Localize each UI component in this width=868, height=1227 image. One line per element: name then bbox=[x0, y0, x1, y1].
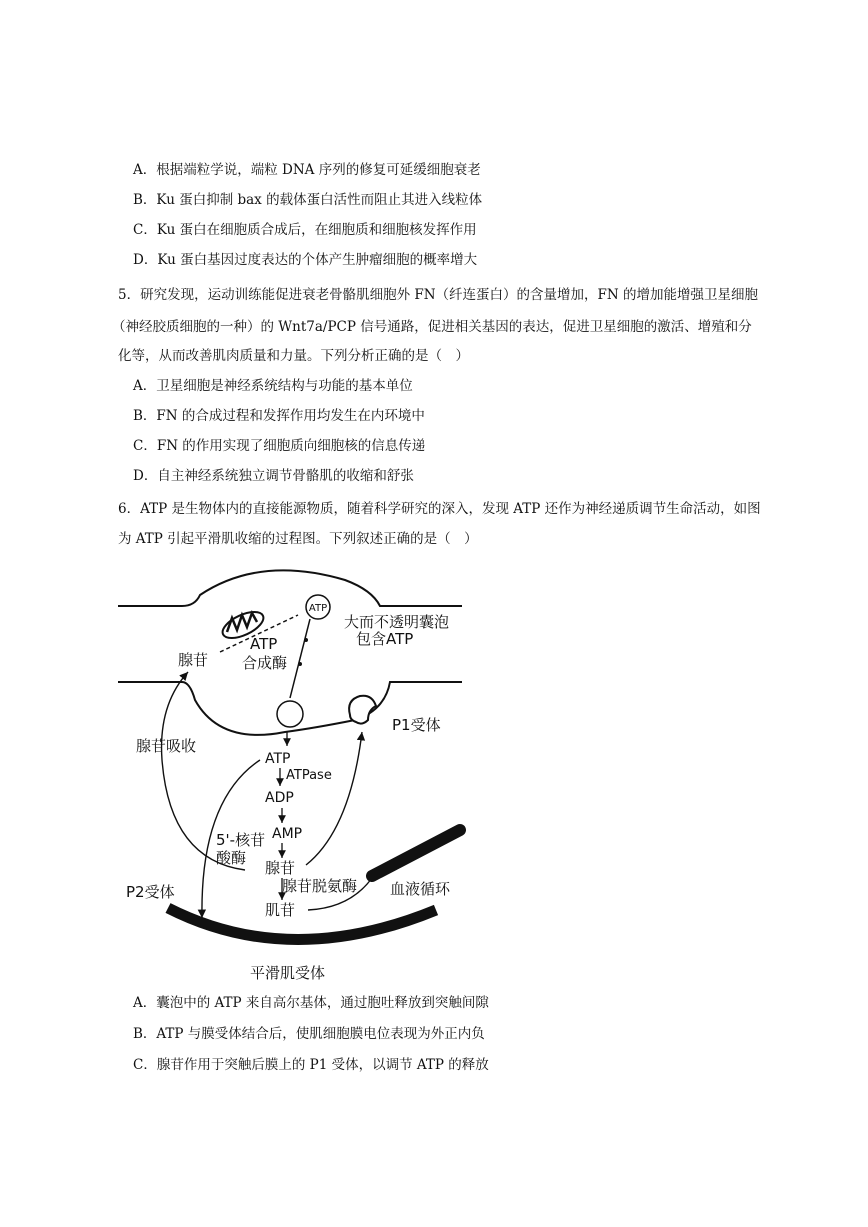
q5-option-d: D．自主神经系统独立调节骨骼肌的收缩和舒张 bbox=[133, 468, 414, 484]
vesicle-label-2: 包含ATP bbox=[356, 630, 414, 648]
atpase-label: ATPase bbox=[286, 768, 332, 783]
blood-vessel bbox=[372, 830, 460, 876]
synthase-label-1: ATP bbox=[250, 635, 278, 653]
q4-option-d: D．Ku 蛋白基因过度表达的个体产生肿瘤细胞的概率增大 bbox=[133, 252, 478, 268]
q5-stem-line-3: 化等，从而改善肌肉质量和力量。下列分析正确的是（ ） bbox=[118, 348, 469, 364]
chain-atp-label: ATP bbox=[265, 751, 291, 767]
q4-option-b: B．Ku 蛋白抑制 bax 的载体蛋白活性而阻止其进入线粒体 bbox=[133, 192, 483, 208]
q4-option-a: A．根据端粒学说，端粒 DNA 序列的修复可延缓细胞衰老 bbox=[133, 162, 481, 178]
synthase-label-2: 合成酶 bbox=[242, 654, 288, 672]
inosine-label: 肌苷 bbox=[265, 901, 296, 919]
q5-option-b: B．FN 的合成过程和发挥作用均发生在内环境中 bbox=[133, 408, 425, 424]
p1-receptor-label: P1受体 bbox=[392, 716, 441, 734]
smooth-muscle-label: 平滑肌受体 bbox=[250, 964, 326, 982]
blood-label: 血液循环 bbox=[390, 880, 451, 898]
q6-option-a: A．囊泡中的 ATP 来自高尔基体，通过胞吐释放到突触间隙 bbox=[133, 995, 489, 1011]
adp-label: ADP bbox=[265, 790, 294, 806]
q5-stem-line-2: （神经胶质细胞的一种）的 Wnt7a/PCP 信号通路，促进相关基因的表达，促进卫星细胞的激活、增殖和分 bbox=[112, 319, 752, 335]
adenosine-to-p1-arrow bbox=[306, 732, 362, 865]
deaminase-label: 腺苷脱氨酶 bbox=[282, 877, 358, 895]
amp-label: AMP bbox=[272, 826, 303, 842]
atp-smooth-muscle-diagram bbox=[110, 560, 480, 990]
vesicle-path-line bbox=[290, 619, 310, 698]
q5-option-a: A．卫星细胞是神经系统结构与功能的基本单位 bbox=[133, 378, 413, 394]
q6-stem-line-1: 6．ATP 是生物体内的直接能源物质，随着科学研究的深入，发现 ATP 还作为神经递质调节生命活动，如图 bbox=[118, 501, 761, 517]
fused-vesicle-circle bbox=[277, 701, 303, 727]
q5-option-c: C．FN 的作用实现了细胞质向细胞核的信息传递 bbox=[133, 438, 426, 454]
q4-option-c: C．Ku 蛋白在细胞质合成后，在细胞质和细胞核发挥作用 bbox=[133, 222, 477, 238]
adenosine-top-label: 腺苷 bbox=[178, 651, 209, 669]
p2-receptor-label: P2受体 bbox=[126, 883, 175, 901]
q6-stem-line-2: 为 ATP 引起平滑肌收缩的过程图。下列叙述正确的是（ ） bbox=[118, 531, 478, 547]
q5-stem-line-1: 5．研究发现，运动训练能促进衰老骨骼肌细胞外 FN（纤连蛋白）的含量增加，FN 的增加能增强卫星细胞 bbox=[118, 287, 759, 303]
q6-option-c: C．腺苷作用于突触后膜上的 P1 受体，以调节 ATP 的释放 bbox=[133, 1057, 489, 1073]
vesicle-label-1: 大而不透明囊泡 bbox=[344, 613, 450, 631]
presynaptic-membrane-top bbox=[118, 570, 462, 606]
q6-option-b: B．ATP 与膜受体结合后，使肌细胞膜电位表现为外正内负 bbox=[133, 1026, 485, 1042]
adenosine-mid-label: 腺苷 bbox=[265, 859, 296, 877]
nucleotidase-label-2: 酸酶 bbox=[216, 849, 247, 867]
adenosine-uptake-label: 腺苷吸收 bbox=[136, 737, 197, 755]
p1-receptor-icon bbox=[349, 696, 376, 724]
nucleotidase-label-1: 5'-核苷 bbox=[216, 831, 266, 849]
vesicle-atp-label: ATP bbox=[308, 603, 328, 614]
smooth-muscle-membrane bbox=[168, 908, 436, 940]
